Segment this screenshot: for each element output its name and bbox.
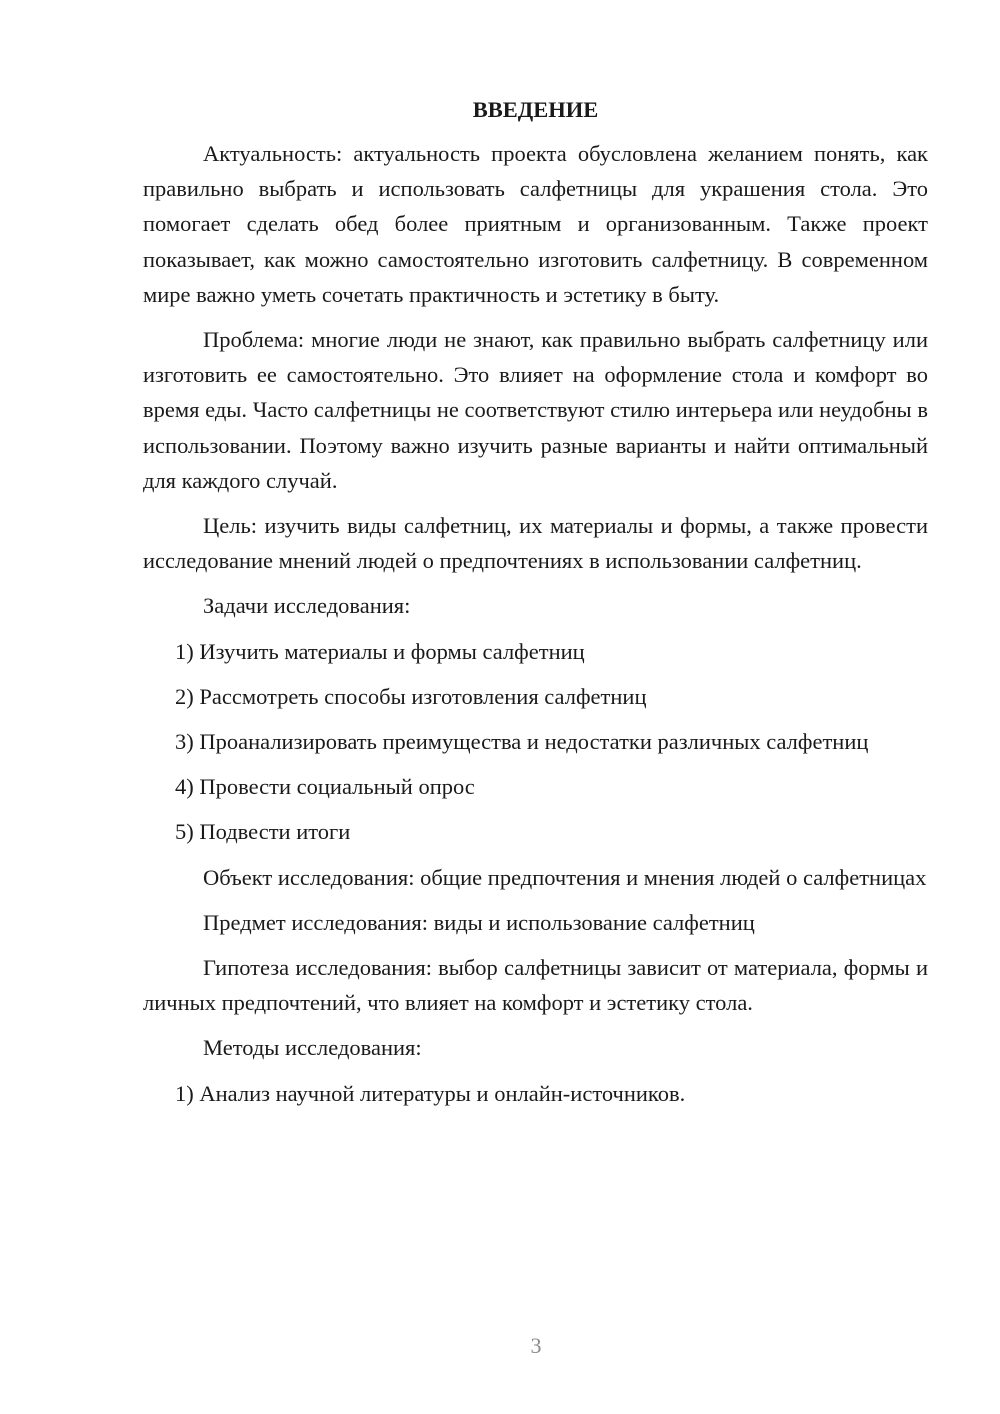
task-item: 2) Рассмотреть способы изготовления салфетниц: [175, 683, 647, 709]
paragraph-goal: Цель: изучить виды салфетниц, их материалы и формы, а также провести исследование мнений людей о предпочтениях в использовании салфетниц.: [143, 513, 928, 574]
section-title: ВВЕДЕНИЕ: [472, 97, 599, 122]
paragraph-object: Объект исследования: общие предпочтения и мнения людей о салфетницах: [203, 864, 927, 890]
page-number: 3: [530, 1333, 542, 1358]
task-item: 5) Подвести итоги: [175, 819, 351, 845]
paragraph-subject: Предмет исследования: виды и использование салфетниц: [203, 909, 755, 935]
paragraph-methods-heading: Методы исследования:: [203, 1035, 422, 1061]
task-item: 3) Проанализировать преимущества и недостатки различных салфетниц: [175, 729, 869, 755]
paragraph-problem: Проблема: многие люди не знают, как правильно выбрать салфетницу или изготовить ее самостоятельно. Это влияет на оформление стола и комфорт во время еды. Часто салфетницы не соответствуют стилю интерьера или неудобны в использовании. Поэтому важно изучить разные варианты и найти оптимальный для каждого случай.: [143, 327, 928, 493]
method-item: 1) Анализ научной литературы и онлайн-источников.: [175, 1080, 686, 1106]
paragraph-relevance: Актуальность: актуальность проекта обусловлена желанием понять, как правильно выбрать и использовать салфетницы для украшения стола. Это помогает сделать обед более приятным и организованным. Также проект показывает, как можно самостоятельно изготовить салфетницу. В современном мире важно уметь сочетать практичность и эстетику в быту.: [143, 141, 928, 307]
paragraph-tasks-heading: Задачи исследования:: [203, 593, 411, 619]
task-item: 4) Провести социальный опрос: [175, 774, 475, 800]
task-item: 1) Изучить материалы и формы салфетниц: [175, 638, 585, 664]
paragraph-hypothesis: Гипотеза исследования: выбор салфетницы зависит от материала, формы и личных предпочтений, что влияет на комфорт и эстетику стола.: [143, 955, 928, 1016]
document-page: [143, 92, 928, 1121]
